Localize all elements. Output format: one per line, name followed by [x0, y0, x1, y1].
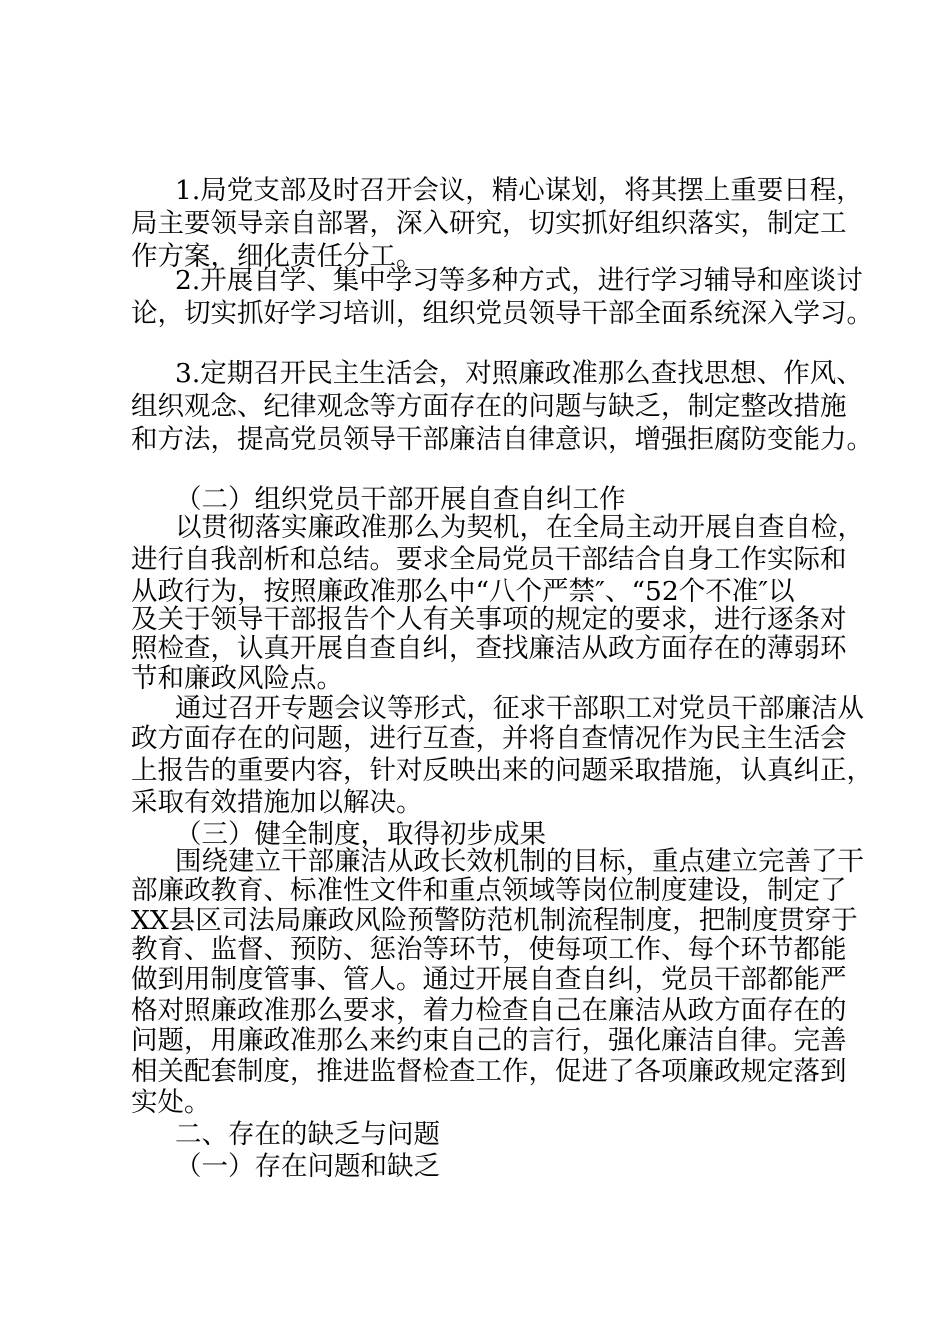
paragraph-4-line-4: 及关于领导干部报告个人有关事项的规定的要求，进行逐条对 [131, 604, 847, 635]
section-heading-3: （三）健全制度，取得初步成果 [175, 819, 546, 850]
paragraph-5-line-4: 采取有效措施加以解决。 [131, 787, 423, 818]
paragraph-6-line-7: 问题，用廉政准那么来约束自己的言行，强化廉洁自律。完善 [131, 1025, 847, 1056]
paragraph-5-line-1: 通过召开专题会议等形式，征求干部职工对党员干部廉洁从 [175, 693, 864, 724]
paragraph-4-line-2: 进行自我剖析和总结。要求全局党员干部结合自身工作实际和 [131, 544, 847, 575]
paragraph-1-line-1: 1.局党支部及时召开会议，精心谋划，将其摆上重要日程， [175, 175, 863, 206]
paragraph-3-line-2: 组织观念、纪律观念等方面存在的问题与缺乏，制定整改措施 [131, 391, 847, 422]
section-heading-2-1: （一）存在问题和缺乏 [175, 1151, 440, 1182]
paragraph-1-line-3: 作方案，细化责任分工。 [131, 241, 423, 272]
paragraph-1-line-2: 局主要领导亲自部署，深入研究，切实抓好组织落实，制定工 [131, 208, 847, 239]
paragraph-6-line-1: 围绕建立干部廉洁从政长效机制的目标，重点建立完善了干 [175, 846, 864, 877]
paragraph-3-line-1: 3.定期召开民主生活会，对照廉政准那么查找思想、作风、 [175, 358, 863, 389]
paragraph-2-line-1: 2.开展自学、集中学习等多种方式，进行学习辅导和座谈讨 [175, 265, 863, 296]
paragraph-4-line-1: 以贯彻落实廉政准那么为契机，在全局主动开展自查自检， [175, 512, 864, 543]
section-heading-2: （二）组织党员干部开展自查自纠工作 [175, 484, 626, 515]
paragraph-6-line-3: XX县区司法局廉政风险预警防范机制流程制度，把制度贯穿于 [131, 905, 858, 936]
paragraph-6-line-9: 实处。 [131, 1087, 211, 1118]
paragraph-6-line-2: 部廉政教育、标准性文件和重点领域等岗位制度建设，制定了 [131, 875, 847, 906]
paragraph-6-line-6: 格对照廉政准那么要求，着力检查自己在廉洁从政方面存在的 [131, 995, 847, 1026]
paragraph-4-line-6: 节和廉政风险点。 [131, 663, 343, 694]
chapter-heading-2: 二、存在的缺乏与问题 [175, 1119, 440, 1150]
paragraph-6-line-5: 做到用制度管事、管人。通过开展自查自纠，党员干部都能严 [131, 964, 847, 995]
paragraph-3-line-3: 和方法，提高党员领导干部廉洁自律意识，增强拒腐防变能力。 [131, 424, 873, 455]
paragraph-5-line-3: 上报告的重要内容，针对反映出来的问题采取措施，认真纠正， [131, 755, 873, 786]
paragraph-4-line-3: 从政行为，按照廉政准那么中“八个严禁″、“52个不准″以 [131, 576, 795, 607]
paragraph-6-line-4: 教育、监督、预防、惩治等环节，使每项工作、每个环节都能 [131, 934, 847, 965]
paragraph-6-line-8: 相关配套制度，推进监督检查工作，促进了各项廉政规定落到 [131, 1056, 847, 1087]
paragraph-5-line-2: 政方面存在的问题，进行互查，并将自查情况作为民主生活会 [131, 723, 847, 754]
paragraph-4-line-5: 照检查，认真开展自查自纠，查找廉洁从政方面存在的薄弱环 [131, 633, 847, 664]
paragraph-2-line-2: 论，切实抓好学习培训，组织党员领导干部全面系统深入学习。 [131, 298, 873, 329]
